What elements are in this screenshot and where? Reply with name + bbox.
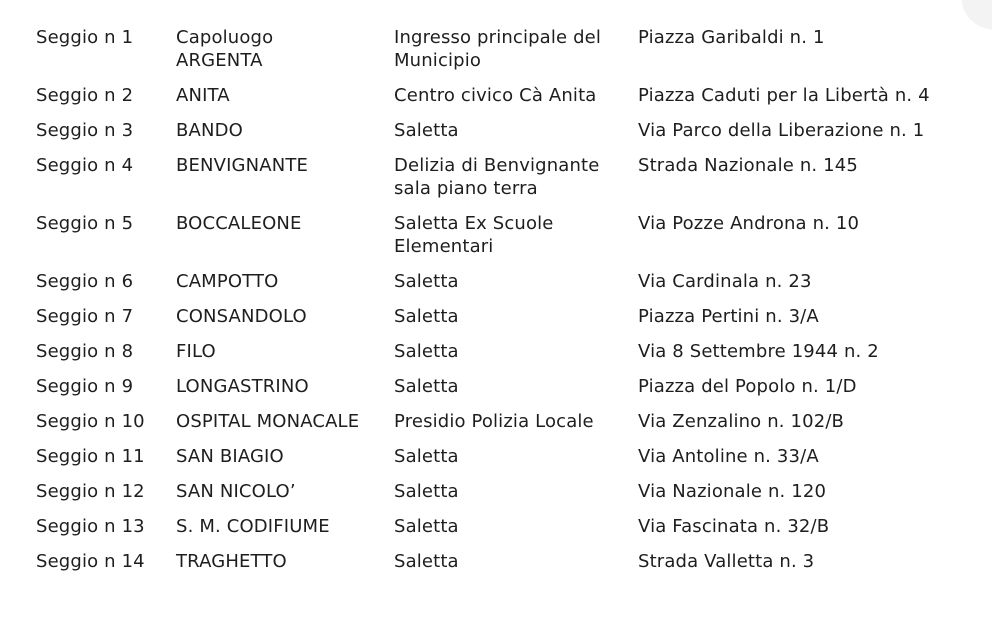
indirizzo-cell: Piazza Garibaldi n. 1 xyxy=(638,27,825,48)
sede-cell: Saletta xyxy=(394,306,459,327)
sede-cell: Saletta xyxy=(394,551,459,572)
frazione-cell: LONGASTRINO xyxy=(176,376,309,397)
sede-cell: Saletta xyxy=(394,516,459,537)
frazione-cell: OSPITAL MONACALE xyxy=(176,411,360,432)
frazione-cell: TRAGHETTO xyxy=(176,551,287,572)
frazione-cell: S. M. CODIFIUME xyxy=(176,516,330,537)
seggio-cell: Seggio n 12 xyxy=(36,481,145,502)
frazione-cell: FILO xyxy=(176,341,216,362)
frazione-cell: ANITA xyxy=(176,85,230,106)
sede-cell: Saletta xyxy=(394,341,459,362)
sede-cell: Saletta xyxy=(394,271,459,292)
table-row xyxy=(36,154,976,212)
seggio-cell: Seggio n 2 xyxy=(36,85,134,106)
table-row xyxy=(36,84,976,119)
seggio-cell: Seggio n 9 xyxy=(36,376,134,397)
frazione-cell: SAN NICOLO’ xyxy=(176,481,296,502)
frazione-cell: Capoluogo ARGENTA xyxy=(176,27,274,71)
sede-cell: Saletta xyxy=(394,481,459,502)
seggio-cell: Seggio n 7 xyxy=(36,306,134,327)
indirizzo-cell: Via Nazionale n. 120 xyxy=(638,481,827,502)
sede-cell: Saletta xyxy=(394,120,459,141)
frazione-cell: BANDO xyxy=(176,120,243,141)
table-row xyxy=(36,480,976,515)
indirizzo-cell: Via Antoline n. 33/A xyxy=(638,446,819,467)
indirizzo-cell: Via Cardinala n. 23 xyxy=(638,271,812,292)
table-row xyxy=(36,550,976,585)
frazione-cell: CAMPOTTO xyxy=(176,271,279,292)
table-row xyxy=(36,445,976,480)
sede-cell: Saletta xyxy=(394,446,459,467)
seggio-cell: Seggio n 10 xyxy=(36,411,145,432)
table-row xyxy=(36,340,976,375)
indirizzo-cell: Via Pozze Androna n. 10 xyxy=(638,213,860,234)
indirizzo-cell: Strada Valletta n. 3 xyxy=(638,551,815,572)
table-row xyxy=(36,26,976,84)
sede-cell: Saletta Ex Scuole Elementari xyxy=(394,213,554,257)
indirizzo-cell: Via Fascinata n. 32/B xyxy=(638,516,830,537)
seggio-cell: Seggio n 5 xyxy=(36,213,134,234)
seggio-cell: Seggio n 6 xyxy=(36,271,134,292)
frazione-cell: BOCCALEONE xyxy=(176,213,302,234)
frazione-cell: BENVIGNANTE xyxy=(176,155,309,176)
table-row xyxy=(36,305,976,340)
indirizzo-cell: Piazza Pertini n. 3/A xyxy=(638,306,819,327)
seggio-cell: Seggio n 11 xyxy=(36,446,145,467)
sede-cell: Centro civico Cà Anita xyxy=(394,85,597,106)
table-row xyxy=(36,410,976,445)
table-row xyxy=(36,375,976,410)
sede-cell: Saletta xyxy=(394,376,459,397)
polling-stations-table xyxy=(36,26,976,585)
seggio-cell: Seggio n 1 xyxy=(36,27,134,48)
indirizzo-cell: Strada Nazionale n. 145 xyxy=(638,155,858,176)
sede-cell: Delizia di Benvignante sala piano terra xyxy=(394,155,600,199)
sede-cell: Presidio Polizia Locale xyxy=(394,411,594,432)
seggio-cell: Seggio n 8 xyxy=(36,341,134,362)
seggio-cell: Seggio n 13 xyxy=(36,516,145,537)
indirizzo-cell: Via Zenzalino n. 102/B xyxy=(638,411,845,432)
sede-cell: Ingresso principale del Municipio xyxy=(394,27,602,71)
seggio-cell: Seggio n 3 xyxy=(36,120,134,141)
indirizzo-cell: Via 8 Settembre 1944 n. 2 xyxy=(638,341,879,362)
frazione-cell: CONSANDOLO xyxy=(176,306,307,327)
table-row xyxy=(36,270,976,305)
seggio-cell: Seggio n 14 xyxy=(36,551,145,572)
indirizzo-cell: Via Parco della Liberazione n. 1 xyxy=(638,120,925,141)
table-row xyxy=(36,119,976,154)
indirizzo-cell: Piazza Caduti per la Libertà n. 4 xyxy=(638,85,930,106)
indirizzo-cell: Piazza del Popolo n. 1/D xyxy=(638,376,857,397)
table-row xyxy=(36,212,976,270)
seggio-cell: Seggio n 4 xyxy=(36,155,134,176)
table-row xyxy=(36,515,976,550)
frazione-cell: SAN BIAGIO xyxy=(176,446,284,467)
